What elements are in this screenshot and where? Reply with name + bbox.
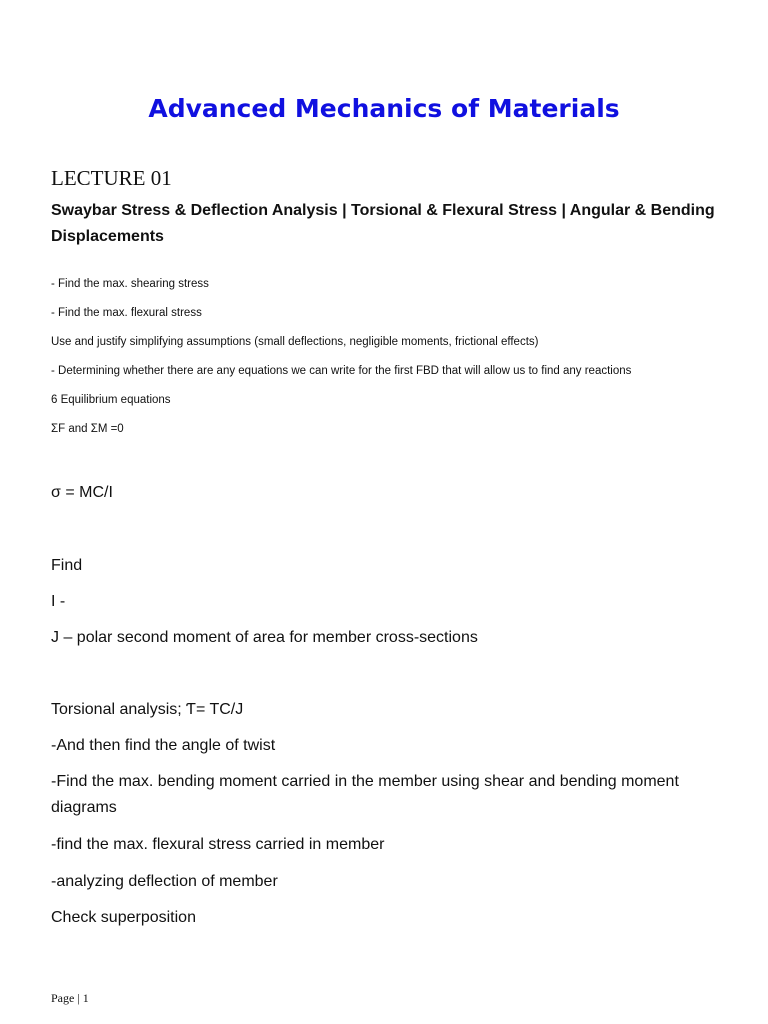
note-line: - Find the max. shearing stress	[51, 278, 209, 290]
lecture-subtitle: Swaybar Stress & Deflection Analysis | Torsional & Flexural Stress | Angular & Bending Displacements	[51, 202, 715, 245]
note-line: - Find the max. flexural stress	[51, 307, 202, 319]
find-item-i: I -	[51, 593, 66, 610]
find-heading: Find	[51, 557, 83, 574]
step-line: -Find the max. bending moment carried in the member using shear and bending moment diagrams	[51, 773, 679, 816]
step-line: -find the max. flexural stress carried in member	[51, 836, 385, 853]
document-title: Advanced Mechanics of Materials	[148, 94, 620, 123]
note-line: 6 Equilibrium equations	[51, 394, 171, 406]
lecture-heading: LECTURE 01	[51, 166, 172, 190]
page-number: Page | 1	[51, 991, 89, 1005]
step-line: -And then find the angle of twist	[51, 737, 276, 754]
note-line: - Determining whether there are any equations we can write for the first FBD that will allow us to find any reactions	[51, 365, 632, 377]
find-item-j: J – polar second moment of area for member cross-sections	[51, 629, 478, 646]
flexure-formula: σ = MC/I	[51, 484, 113, 501]
step-line: Check superposition	[51, 909, 196, 926]
step-line: -analyzing deflection of member	[51, 873, 278, 890]
step-line: Torsional analysis; Ƭ= TC/J	[51, 701, 244, 718]
equilibrium-equations: ΣF and ΣM =0	[51, 423, 124, 435]
note-line: Use and justify simplifying assumptions (small deflections, negligible moments, frictional effects)	[51, 336, 539, 348]
